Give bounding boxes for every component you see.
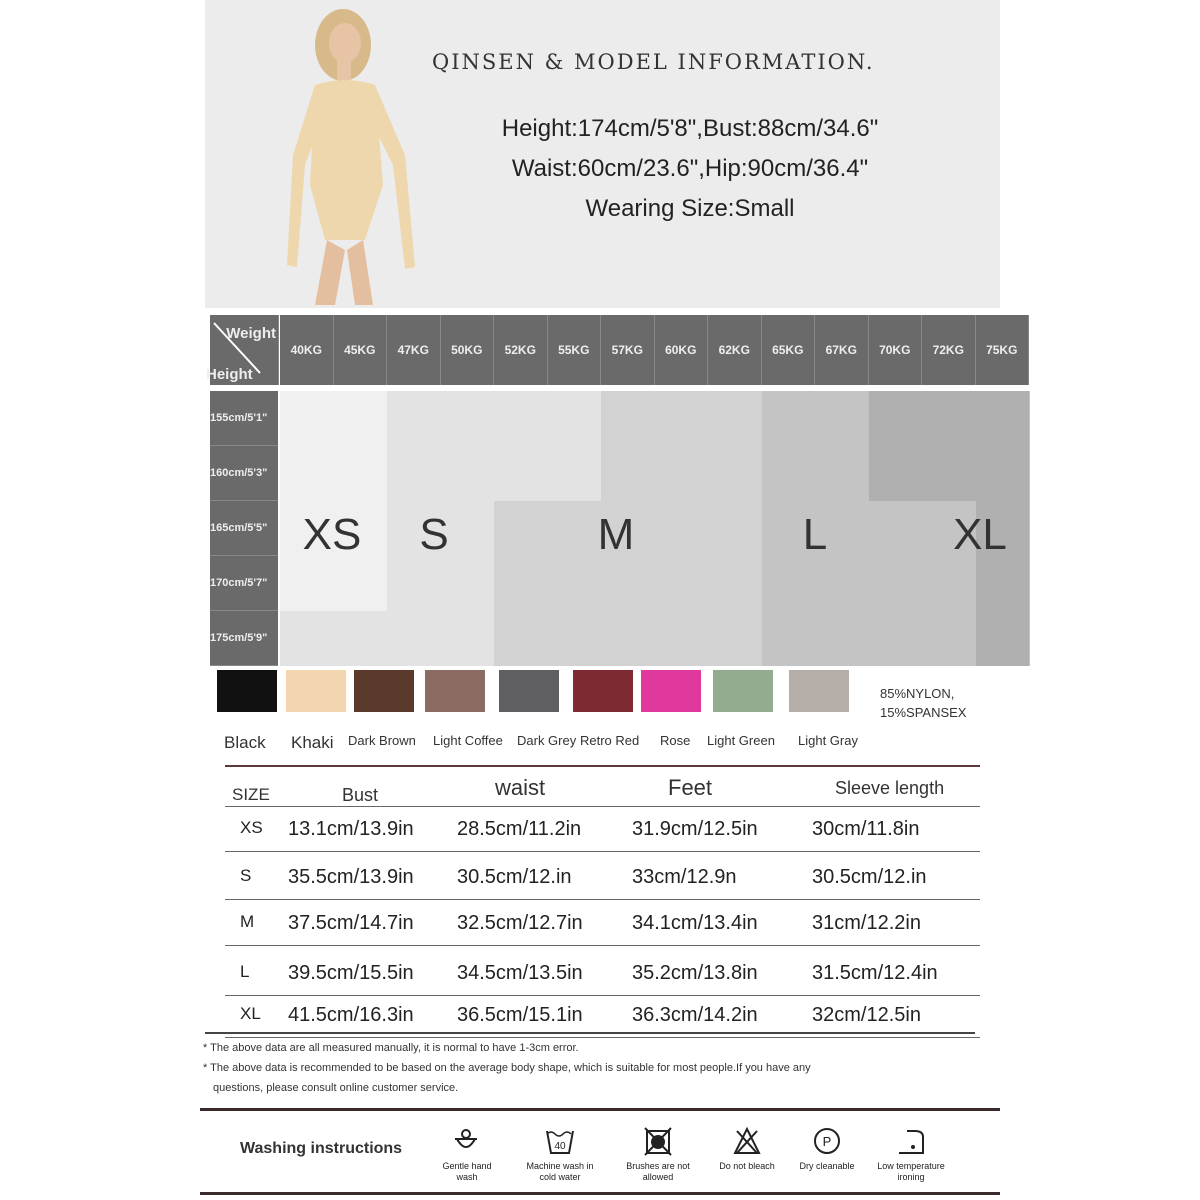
weight-header: 45KG — [334, 315, 388, 385]
size-cell — [869, 501, 924, 556]
size-cell — [976, 446, 1031, 501]
color-label: Light Gray — [798, 733, 858, 748]
size-cell — [815, 446, 870, 501]
table-cell: 33cm/12.9n — [632, 866, 737, 888]
size-cell — [762, 391, 817, 446]
table-header: Sleeve length — [835, 778, 945, 798]
size-cell — [441, 391, 496, 446]
table-cell: 41.5cm/16.3in — [288, 1004, 414, 1026]
table-header: SIZE — [232, 785, 270, 804]
size-cell — [494, 446, 549, 501]
weight-header: 57KG — [601, 315, 655, 385]
height-label: 170cm/5'7" — [210, 556, 278, 611]
size-cell — [334, 446, 389, 501]
weight-axis-label: Weight — [226, 325, 276, 342]
size-cell — [762, 611, 817, 666]
color-swatch[interactable] — [217, 670, 277, 712]
table-cell: 30.5cm/12.in — [457, 866, 572, 888]
size-cell — [655, 611, 710, 666]
table-cell: 31cm/12.2in — [812, 912, 921, 934]
size-chart-grid — [206, 315, 1018, 665]
size-zone-label: XL — [953, 510, 1007, 559]
height-label: 175cm/5'9" — [210, 611, 278, 666]
note-1: * The above data are all measured manually, it is normal to have 1-3cm error. — [203, 1042, 579, 1054]
size-cell — [494, 556, 549, 611]
color-label: Retro Red — [580, 733, 640, 748]
table-cell: 35.5cm/13.9in — [288, 866, 414, 888]
height-label: 155cm/5'1" — [210, 391, 278, 446]
size-cell — [922, 391, 977, 446]
size-cell — [334, 611, 389, 666]
table-cell: 36.5cm/15.1in — [457, 1004, 583, 1026]
size-cell — [815, 611, 870, 666]
fabric-composition: 85%NYLON, 15%SPANSEX — [880, 686, 967, 720]
table-cell: L — [240, 962, 250, 981]
size-cell — [869, 391, 924, 446]
color-label: Khaki — [291, 733, 334, 752]
height-label: 160cm/5'3" — [210, 446, 278, 501]
weight-header: 52KG — [494, 315, 548, 385]
size-cell — [548, 556, 603, 611]
table-header: waist — [495, 775, 546, 800]
color-swatch[interactable] — [286, 670, 346, 712]
size-cell — [922, 611, 977, 666]
washing-label: Low temperature ironing — [877, 1161, 945, 1182]
weight-header: 50KG — [441, 315, 495, 385]
size-cell — [815, 391, 870, 446]
size-zone-label: S — [419, 510, 449, 559]
table-header: Bust — [342, 785, 379, 805]
size-zone-label: XS — [302, 510, 362, 559]
height-axis-label: Height — [206, 366, 253, 383]
table-header: Feet — [668, 775, 713, 800]
table-cell: 37.5cm/14.7in — [288, 912, 414, 934]
table-cell: 32.5cm/12.7in — [457, 912, 583, 934]
table-cell: 30cm/11.8in — [812, 818, 920, 840]
color-label: Rose — [660, 733, 691, 748]
size-cell — [655, 501, 710, 556]
model-photo — [265, 5, 435, 305]
table-cell: 31.5cm/12.4in — [812, 962, 938, 984]
table-cell: 35.2cm/13.8in — [632, 962, 758, 984]
color-label: Dark Brown — [348, 733, 416, 748]
washing-label: Machine wash in cold water — [526, 1161, 594, 1182]
size-cell — [869, 611, 924, 666]
washing-title: Washing instructions — [240, 1140, 403, 1157]
table-cell: S — [240, 866, 252, 885]
weight-header: 65KG — [762, 315, 816, 385]
low-iron-icon — [895, 1125, 927, 1157]
size-cell — [869, 556, 924, 611]
size-cell — [869, 446, 924, 501]
grid-corner — [206, 315, 279, 385]
size-cell — [601, 556, 656, 611]
washing-label: Gentle hand wash — [442, 1161, 492, 1182]
weight-header: 62KG — [708, 315, 762, 385]
table-cell: 32cm/12.5in — [812, 1004, 921, 1026]
weight-header: 72KG — [922, 315, 976, 385]
table-cell: XL — [240, 1004, 261, 1023]
size-cell — [922, 556, 977, 611]
table-cell: 13.1cm/13.9in — [288, 818, 414, 840]
washing-item — [525, 1125, 595, 1183]
weight-header: 47KG — [387, 315, 441, 385]
size-cell — [601, 446, 656, 501]
weight-header: 70KG — [869, 315, 923, 385]
size-cell — [387, 611, 442, 666]
size-cell — [494, 391, 549, 446]
weight-header: 75KG — [976, 315, 1030, 385]
size-zone-label: M — [597, 510, 635, 559]
size-cell — [708, 611, 763, 666]
size-cell — [601, 611, 656, 666]
color-label: Light Coffee — [433, 733, 503, 748]
table-cell: XS — [240, 818, 263, 837]
table-cell: 28.5cm/11.2in — [457, 818, 582, 840]
color-label: Dark Grey — [517, 733, 577, 748]
size-cell — [387, 391, 442, 446]
machine-wash-icon — [544, 1125, 576, 1157]
size-zone-label: L — [802, 510, 828, 559]
washing-item — [876, 1125, 946, 1183]
size-cell — [334, 556, 389, 611]
color-swatch[interactable] — [713, 670, 773, 712]
size-cell — [280, 611, 335, 666]
size-cell — [655, 556, 710, 611]
table-cell: 39.5cm/15.5in — [288, 962, 414, 984]
color-swatch[interactable] — [641, 670, 701, 712]
size-cell — [708, 446, 763, 501]
color-swatch[interactable] — [573, 670, 633, 712]
size-cell — [334, 391, 389, 446]
height-label: 165cm/5'5" — [210, 501, 278, 556]
dry-clean-icon — [811, 1125, 843, 1157]
size-cell — [387, 556, 442, 611]
brand-title: QINSEN & MODEL INFORMATION. — [432, 50, 875, 74]
washing-item — [432, 1125, 502, 1183]
size-cell — [762, 556, 817, 611]
no-bleach-icon — [731, 1125, 763, 1157]
size-cell — [494, 611, 549, 666]
size-cell — [494, 501, 549, 556]
svg-text:P: P — [822, 1134, 832, 1149]
size-cell — [708, 556, 763, 611]
table-cell: 34.5cm/13.5in — [457, 962, 583, 984]
size-cell — [548, 391, 603, 446]
model-measurements-2: Waist:60cm/23.6",Hip:90cm/36.4" — [511, 155, 869, 182]
color-label: Black — [224, 733, 266, 752]
table-cell: 36.3cm/14.2in — [632, 1004, 758, 1026]
note-3: questions, please consult online customer service. — [213, 1082, 459, 1094]
hand-wash-icon — [451, 1125, 483, 1157]
size-cell — [708, 501, 763, 556]
weight-header: 55KG — [548, 315, 602, 385]
table-cell: M — [240, 912, 255, 931]
weight-header: 60KG — [655, 315, 709, 385]
washing-item — [792, 1125, 862, 1172]
note-2: * The above data is recommended to be based on the average body shape, which is suitable for most people.If you have any — [203, 1062, 811, 1074]
size-cell — [548, 611, 603, 666]
svg-text:40: 40 — [554, 1141, 566, 1152]
size-cell — [655, 391, 710, 446]
size-cell — [655, 446, 710, 501]
size-cell — [548, 446, 603, 501]
table-cell: 31.9cm/12.5in — [632, 818, 758, 840]
size-cell — [708, 391, 763, 446]
size-cell — [601, 391, 656, 446]
washing-item — [623, 1125, 693, 1183]
size-cell — [441, 611, 496, 666]
no-brush-icon — [642, 1125, 674, 1157]
weight-header: 67KG — [815, 315, 869, 385]
color-swatch[interactable] — [425, 670, 485, 712]
size-cell — [976, 611, 1031, 666]
weight-header: 40KG — [280, 315, 334, 385]
washing-label: Do not bleach — [719, 1161, 775, 1171]
size-cell — [762, 446, 817, 501]
size-cell — [815, 556, 870, 611]
washing-item — [712, 1125, 782, 1172]
size-cell — [280, 446, 335, 501]
table-cell: 34.1cm/13.4in — [632, 912, 758, 934]
size-cell — [976, 391, 1031, 446]
size-cell — [280, 556, 335, 611]
model-measurements-1: Height:174cm/5'8",Bust:88cm/34.6" — [501, 115, 879, 142]
color-label: Light Green — [707, 733, 775, 748]
table-cell: 30.5cm/12.in — [812, 866, 927, 888]
color-swatch[interactable] — [499, 670, 559, 712]
size-cell — [922, 446, 977, 501]
size-cell — [441, 446, 496, 501]
size-cell — [548, 501, 603, 556]
color-swatch[interactable] — [354, 670, 414, 712]
washing-label: Brushes are not allowed — [626, 1161, 690, 1182]
size-cell — [441, 556, 496, 611]
washing-label: Dry cleanable — [799, 1161, 855, 1171]
color-swatch[interactable] — [789, 670, 849, 712]
size-cell — [387, 446, 442, 501]
size-cell — [976, 556, 1031, 611]
size-cell — [280, 391, 335, 446]
model-wearing-size: Wearing Size:Small — [585, 195, 795, 222]
